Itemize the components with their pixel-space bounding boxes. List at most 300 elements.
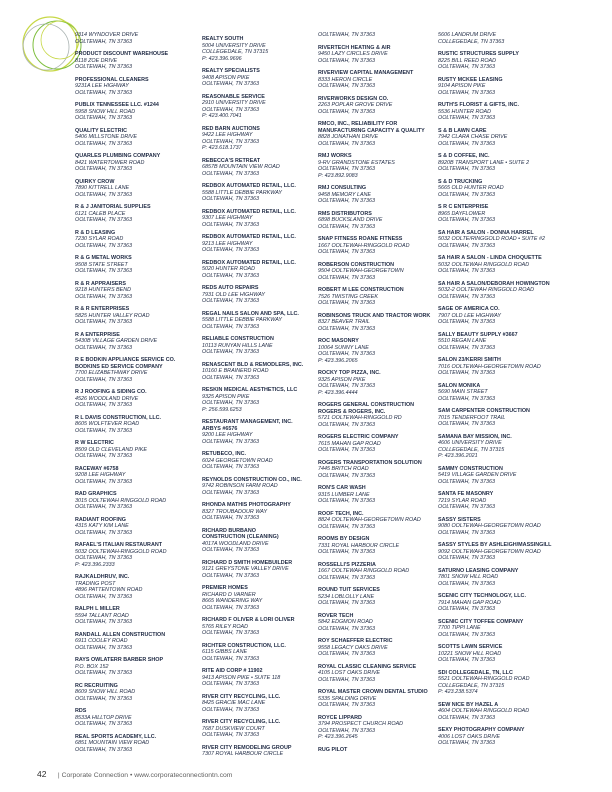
listing-address-line: OOLTEWAH, TN 37363: [75, 89, 133, 96]
listing-address-line: 10113 RUNYAN HILLS LANE: [202, 342, 273, 349]
listing-name: RC RECRUITING: [75, 682, 118, 689]
listing-entry: [202, 94, 316, 120]
listing-address-line: OOLTEWAH, TN 37363: [202, 349, 260, 355]
listing-name: R A ENTERPRISE: [75, 331, 120, 338]
listing-entry: [318, 287, 436, 307]
listing-entry: [438, 357, 556, 377]
listing-address-line: OOLTEWAH, TN 37363: [202, 196, 260, 202]
listing-address-line: 5765 RILEY ROAD: [202, 623, 249, 630]
listing-name: R & D LEASING: [75, 229, 116, 236]
listing-address-line: OOLTEWAH, TN 37363: [318, 198, 376, 204]
listing-address-line: OOLTEWAH, TN 37363: [318, 108, 376, 115]
listing-address-line: OOLTEWAH, TN 37363: [202, 604, 260, 611]
listing-address-line: OOLTEWAH, TN 37363: [75, 427, 133, 434]
listing-address-line: 2263 POPLAR GROVE DRIVE: [318, 102, 393, 108]
listing-name: RUTH'S FLORIST & GIFTS, INC.: [438, 102, 519, 108]
listing-address-line: OOLTEWAH, TN 37363: [318, 83, 376, 89]
listing-entry: [318, 236, 436, 256]
listing-name: RIVERTECH HEATING & AIR: [318, 44, 391, 51]
listing-name: R & R APPRAISERS: [75, 280, 127, 287]
listing-name: RMJ WORKS: [318, 153, 352, 159]
listing-name: QUALITY ELECTRIC: [75, 127, 128, 134]
listing-address-line: OOLTEWAH, TN 37363: [75, 191, 133, 198]
listing-address-line: 5234 LOBLOLLY LANE: [318, 593, 375, 600]
listing-name: SA HAIR A SALON/DEBORAH HOWINGTON: [438, 280, 550, 287]
listing-address-line: OOLTEWAH, TN 37363: [202, 547, 260, 553]
listing-entry: [202, 668, 316, 688]
page-number: 42: [37, 769, 47, 779]
listing-name: ROOF TECH, INC.: [318, 510, 364, 517]
listing-entry: [438, 204, 556, 224]
listing-name: RESTAURANT MANAGEMENT, INC.: [202, 419, 293, 425]
listing-address-line: OOLTEWAH, TN 37363: [75, 721, 133, 727]
listing-address-line: 6115 GIBBS LANE: [202, 649, 248, 655]
listing-address-line: 6851 MOUNTAIN VIEW ROAD: [75, 740, 150, 746]
listing-entry: [318, 715, 436, 741]
listing-name: ROBINSONS TRUCK AND TRACTOR WORK: [318, 312, 431, 319]
listing-address-line: 5510 REGAN LANE: [438, 338, 487, 344]
listing-address-line: OOLTEWAH, TN 37363: [438, 64, 496, 70]
listing-address-line: OOLTEWAH, TN 37363: [438, 580, 496, 587]
listing-entry: [202, 617, 316, 637]
listing-address-line: 8828 JONATHAN DRIVE: [318, 134, 379, 140]
listing-entry: [318, 613, 436, 633]
listing-address-line: OOLTEWAH, TN 37363: [202, 400, 260, 406]
directory-column-4: [438, 32, 556, 753]
listing-entry: [75, 440, 193, 460]
listing-address-line: OOLTEWAH, TN 37363: [75, 746, 133, 753]
listing-phone: P: 423.396.2645: [318, 734, 358, 740]
listing-address-line: OOLTEWAH, TN 37363: [438, 529, 496, 536]
listing-name: REAL SPORTS ACADEMY, LLC.: [75, 733, 157, 740]
listing-entry: [202, 126, 316, 152]
listing-address-line: OOLTEWAH, TN 37363: [438, 89, 496, 96]
listing-name: ROGERS TRANSPORTATION SOLUTION: [318, 459, 422, 466]
listing-address-line: OOLTEWAH, TN 37363: [75, 695, 133, 702]
listing-address-line: 8965 DAYFLOWER: [438, 210, 486, 217]
listing-phone: P: 423.238.5374: [438, 689, 478, 695]
listing-address-line: OOLTEWAH, TN 37363: [438, 370, 496, 376]
listing-name: REDBOX AUTOMATED RETAIL, LLC.: [202, 208, 296, 215]
listing-address-line: OOLTEWAH, TN 37363: [202, 170, 260, 177]
listing-address-line: 5430B VILLAGE GARDEN DRIVE: [75, 338, 158, 344]
listing-address-line: 4315 KATY KIM LANE: [75, 523, 129, 529]
listing-name: RMCO, INC., RELIABILITY FOR: [318, 121, 398, 127]
listing-entry: [438, 230, 556, 250]
listing-name: RAD GRAPHICS: [75, 491, 117, 497]
listing-entry: [202, 643, 316, 663]
listing-entry: [318, 313, 436, 333]
listing-address-line: OOLTEWAH, TN 37363: [438, 631, 496, 638]
listing-address-line: OOLTEWAH, TN 37363: [75, 593, 133, 600]
listing-address-line: OOLTEWAH, TN 37363: [318, 727, 376, 734]
listing-name: PRODUCT DISCOUNT WAREHOUSE: [75, 51, 169, 57]
listing-entry: [438, 434, 556, 460]
listing-address-line: OOLTEWAH, TN 37363: [318, 600, 376, 606]
listing-entry: [438, 255, 556, 275]
listing-address-line: OOLTEWAH, TN 37363: [318, 57, 376, 64]
listing-name: ARBYS #6576: [202, 425, 238, 432]
listing-address-line: OOLTEWAH, TN 37363: [318, 383, 376, 389]
listing-address-line: 7914 MAHAN GAP ROAD: [438, 599, 501, 606]
listing-address-line: 7331 ROYAL HARBOUR CIRCLE: [318, 542, 400, 549]
listing-name: REGAL NAILS SALON AND SPA, LLC.: [202, 310, 299, 317]
listing-address-line: 7219 SYLAR ROAD: [438, 497, 487, 504]
listing-entry: [318, 664, 436, 684]
listing-name: REASONABLE SERVICE: [202, 93, 265, 100]
listing-address-line: 9504 OOLTEWAH-GEORGETOWN: [318, 268, 404, 274]
listing-entry: [318, 211, 436, 231]
listing-name: CONSTRUCTION (CLEANING): [202, 534, 279, 540]
listing-name: SALON 23/KERRI SMITH: [438, 357, 501, 363]
listing-name: S & B LAWN CARE: [438, 127, 487, 134]
listing-address-line: OOLTEWAH, TN 37363: [75, 166, 133, 172]
listing-address-line: OOLTEWAH, TN 37363: [75, 504, 133, 510]
listing-address-line: OOLTEWAH, TN 37363: [318, 676, 376, 683]
listing-name: RACEWAY #6758: [75, 465, 119, 472]
listing-address-line: OOLTEWAH, TN 37363: [438, 421, 496, 427]
listing-entry: [318, 96, 436, 116]
listing-entry: [75, 230, 193, 250]
listing-name: RMJ CONSULTING: [318, 185, 367, 191]
listing-address-line: OOLTEWAH, TN 37363: [318, 249, 376, 255]
listing-address-line: 9-RV GRANDSTONE ESTATES: [318, 159, 395, 166]
listing-address-line: OOLTEWAH, TN 37363: [438, 606, 496, 612]
listing-address-line: 9314 WYNDOVER DRIVE: [75, 32, 139, 38]
listing-address-line: 9742 ROBINSON FARM ROAD: [202, 483, 278, 489]
listing-address-line: OOLTEWAH, TN 37363: [75, 268, 133, 274]
listing-address-line: OOLTEWAH, TN 37363: [438, 395, 496, 402]
listing-name: RIVERVIEW CAPITAL MANAGEMENT: [318, 70, 414, 76]
listing-address-line: 7307 ROYAL HARBOUR CIRCLE: [202, 751, 284, 757]
listing-address-line: 7801 SNOW HILL ROAD: [438, 574, 499, 580]
listing-entry: [202, 560, 316, 580]
listing-address-line: 6857B MOUNTAIN VIEW ROAD: [202, 164, 280, 170]
listing-name: RIVER CITY REMODELING GROUP: [202, 744, 292, 751]
listing-name: S & D TRUCKING: [438, 178, 483, 185]
listing-address-line: OOLTEWAH, TN 37363: [75, 64, 133, 70]
listing-address-line: RICHARD D VARNER: [202, 591, 256, 598]
listing-entry: [202, 719, 316, 739]
listing-address-line: 9325 APISON PIKE: [202, 393, 250, 400]
listing-address-line: OOLTEWAH, TN 37363: [318, 523, 376, 530]
listing-name: RICHARD BURBANO: [202, 527, 256, 534]
listing-name: PREMIER HOMES: [202, 585, 248, 591]
listing-entry: [202, 477, 316, 497]
listing-address-line: 10221 SNOW HILL ROAD: [438, 650, 502, 657]
listing-name: RUSTY MCKEE LEASING: [438, 76, 503, 83]
listing-entry: [438, 408, 556, 428]
listing-entry: [75, 306, 193, 326]
listing-entry: [75, 102, 193, 122]
listing-name: ROYAL MASTER CROWN DENTAL STUDIO: [318, 689, 428, 695]
listing-address-line: 2910 UNIVERSITY DRIVE: [202, 100, 266, 106]
listing-name: SNAP FITNESS ROANE FITNESS: [318, 236, 403, 242]
listing-name: SANTA FE MASONRY: [438, 491, 494, 497]
listing-address-line: 8333 HERON CIRCLE: [318, 76, 373, 83]
listing-address-line: OOLTEWAH, TN 37363: [202, 374, 260, 381]
listing-address-line: 8421 WATERTOWER ROAD: [75, 159, 145, 166]
listing-address-line: OOLTEWAH, TN 37363: [202, 106, 260, 113]
listing-name: R L DAVIS CONSTRUCTION, LLC.: [75, 414, 162, 421]
listing-phone: P: 423.892.9083: [318, 172, 358, 179]
listing-entry: [438, 306, 556, 326]
listing-entry: [202, 36, 316, 62]
listing-name: R & G METAL WORKS: [75, 255, 132, 261]
listing-name: SALON MONIKA: [438, 382, 481, 389]
listing-address-line: 7015 TENDERFOOT TRAIL: [438, 414, 506, 421]
listing-name: RETUBECO, INC.: [202, 451, 247, 457]
listing-entry: [75, 204, 193, 224]
listing-name: RANDALL ALLEN CONSTRUCTION: [75, 631, 166, 638]
listing-entry: [202, 502, 316, 522]
listing-address-line: 7931 OLD LEE HIGHWAY: [202, 291, 266, 298]
listing-entry: [318, 402, 436, 428]
listing-entry: [202, 451, 316, 471]
listing-entry: [202, 285, 316, 305]
listing-address-line: 7700 TIPPI LANE: [438, 625, 481, 631]
listing-address-line: OOLTEWAH, TN 37363: [202, 323, 260, 330]
listing-address-line: OOLTEWAH, TN 37363: [75, 644, 133, 651]
listing-name: ROCKY TOP PIZZA, INC.: [318, 370, 381, 376]
listing-entry: [318, 121, 436, 147]
listing-name: ROGERS ELECTRIC COMPANY: [318, 434, 399, 440]
listing-entry: [438, 517, 556, 537]
listing-name: QUARLES PLUMBING COMPANY: [75, 153, 161, 159]
listing-entry: [202, 234, 316, 254]
listing-entry: [438, 51, 556, 71]
listing-name: SAMANA BAY MISSION, INC.: [438, 433, 512, 440]
listing-name: RON'S CAR WASH: [318, 485, 366, 491]
listing-address-line: OOLTEWAH, TN 37363: [438, 217, 496, 223]
listing-name: MANUFACTURING CAPACITY & QUALITY: [318, 127, 425, 134]
listing-entry: [438, 619, 556, 639]
listing-address-line: OOLTEWAH, TN 37363: [202, 515, 260, 521]
listing-name: ROOMS BY DESIGN: [318, 536, 370, 542]
listing-address-line: COLLEGEDALE, TN 37315: [202, 49, 269, 55]
listing-entry: [202, 336, 316, 356]
listing-entry: [75, 734, 193, 754]
listing-entry: [75, 153, 193, 173]
listing-entry: [438, 32, 556, 45]
listing-entry: [438, 670, 556, 696]
listing-name: SCENIC CITY TOFFEE COMPANY: [438, 618, 524, 625]
listing-entry: [318, 45, 436, 65]
listing-address-line: 5825 HUNTER VALLEY ROAD: [75, 312, 150, 319]
listing-name: REALTY SOUTH: [202, 36, 244, 42]
listing-entry: [438, 568, 556, 588]
listing-entry: [202, 694, 316, 714]
listing-address-line: 9121 GREYSTONE VALLEY DRIVE: [202, 566, 289, 572]
listing-address-line: 9458 MEMORY LANE: [318, 191, 372, 198]
listing-name: RICHTER CONSTRUCTION, LLC.: [202, 642, 286, 649]
listing-address-line: OOLTEWAH, TN 37363: [438, 115, 496, 121]
listing-address-line: 8425 GRACIE MAC LANE: [202, 700, 266, 706]
listing-address-line: 8665 WANDERING WAY: [202, 598, 263, 604]
listing-address-line: OOLTEWAH, TN 37363: [318, 549, 376, 555]
listing-address-line: OOLTEWAH, TN 37363: [318, 32, 376, 38]
listing-address-line: 9307 LEE HIGHWAY: [202, 215, 253, 221]
listing-address-line: 5842 EDGMON ROAD: [318, 619, 373, 625]
listing-name: SDI COLLEGEDALE, TN, LLC: [438, 669, 513, 676]
listing-address-line: OOLTEWAH, TN 37363: [318, 140, 376, 147]
listing-address-line: 4105 LOST OAKS DRIVE: [318, 670, 381, 676]
listing-phone: P: 423.396.9696: [202, 55, 242, 62]
listing-address-line: OOLTEWAH, TN 37363: [438, 740, 496, 746]
listing-address-line: OOLTEWAH, TN 37363: [202, 298, 260, 304]
listing-entry: [318, 460, 436, 480]
listing-address-line: 4606 UNIVERSITY DRIVE: [438, 440, 502, 446]
listing-entry: [318, 511, 436, 531]
listing-entry: [438, 281, 556, 301]
listing-address-line: 8327 TROUBADOUR WAY: [202, 508, 268, 515]
listing-name: RADIANT ROOFING: [75, 516, 126, 523]
listing-name: SEXY PHOTOGRAPHY COMPANY: [438, 727, 525, 733]
listing-name: RICHARD D SMITH HOMEBUILDER: [202, 559, 293, 566]
listing-name: SAGE OF AMERICA CO.: [438, 306, 500, 312]
listing-address-line: 5665 OLD HUNTER ROAD: [438, 185, 504, 191]
listing-address-line: 5594 TALLANT ROAD: [75, 612, 129, 619]
listing-address-line: OOLTEWAH, TN 37363: [75, 453, 133, 459]
listing-address-line: OOLTEWAH, TN 37363: [202, 138, 260, 145]
listing-phone: P: 423.396.2065: [318, 357, 358, 364]
listing-address-line: 5335 SPALDING DRIVE: [318, 695, 377, 702]
listing-entry: [75, 332, 193, 352]
listing-address-line: 5032 OOLTEWAH RINGGOLD ROAD: [438, 261, 530, 268]
listing-address-line: 1667 OOLTEWAH RINGGOLD ROAD: [318, 568, 410, 574]
listing-name: RDS: [75, 708, 87, 714]
listing-address-line: OOLTEWAH, TN 37363: [75, 293, 133, 300]
listing-entry: [438, 77, 556, 97]
listing-entry: [438, 102, 556, 122]
listing-address-line: 6121 CALEB PLACE: [75, 210, 126, 217]
listing-address-line: 9315 LUMBER LANE: [318, 491, 370, 498]
listing-name: ROBERT M LEE CONSTRUCTION: [318, 287, 404, 293]
listing-name: RIVER CITY RECYCLING, LLC.: [202, 719, 281, 725]
listing-phone: P: 423.396.2021: [438, 453, 478, 459]
listing-entry: [75, 415, 193, 435]
listing-address-line: 7687 DUSKVIEW COURT: [202, 725, 265, 732]
listing-entry: [438, 644, 556, 664]
listing-entry: [318, 262, 436, 282]
listing-name: REALTY SPECIALISTS: [202, 68, 260, 74]
listing-name: R & R ENTERPRISES: [75, 306, 130, 312]
listing-name: SASSY SISTERS: [438, 516, 481, 523]
listing-entry: [75, 683, 193, 703]
listing-address-line: OOLTEWAH, TN 37363: [75, 619, 133, 625]
listing-name: PROFESSIONAL CLEANERS: [75, 76, 149, 83]
listing-address-line: 8605 WOLFTEVER ROAD: [75, 421, 140, 427]
listing-name: RIVERWORKS DESIGN CO.: [318, 95, 389, 102]
listing-entry: [318, 485, 436, 505]
listing-address-line: COLLEGEDALE, TN 37363: [438, 38, 505, 45]
listing-phone: P: 256.599.6253: [202, 406, 242, 413]
listing-address-line: 1667 OOLTEWAH-RINGGOLD ROAD: [318, 242, 410, 249]
listing-address-line: 9413 APISON PIKE • SUITE 118: [202, 674, 281, 681]
ring-gray: [23, 24, 69, 70]
listing-address-line: 5020 HUNTER ROAD: [202, 266, 256, 272]
listing-entry: [75, 491, 193, 511]
listing-address-line: 5958 SNOW HILL ROAD: [75, 108, 136, 115]
listing-entry: [318, 638, 436, 658]
listing-entry: [202, 387, 316, 413]
listing-entry: [438, 332, 556, 352]
listing-name: ROGERS & ROGERS, INC.: [318, 408, 386, 415]
listing-name: REDBOX AUTOMATED RETAIL, LLC.: [202, 234, 296, 240]
listing-entry: [438, 542, 556, 562]
listing-entry: [318, 747, 436, 754]
listing-address-line: OOLTEWAH, TN 37363: [438, 268, 496, 274]
listing-address-line: 6898 BUCKSLAND DRIVE: [318, 217, 383, 223]
listing-address-line: 8118 ZOE DRIVE: [75, 57, 118, 64]
directory-column-2: [202, 36, 316, 764]
listing-address-line: 7615 MAHAN GAP ROAD: [318, 440, 381, 447]
listing-address-line: OOLTEWAH, TN 37363: [75, 38, 133, 45]
listing-address-line: 5606 LANDRUM DRIVE: [438, 32, 497, 38]
listing-address-line: OOLTEWAH, TN 37363: [75, 319, 133, 325]
listing-address-line: 7526 TWISTING CREEK: [318, 293, 378, 300]
listing-name: REDS AUTO REPAIRS: [202, 285, 259, 291]
listing-address-line: 9213 LEE HIGHWAY: [202, 240, 253, 247]
listing-entry: [202, 260, 316, 280]
listing-entry: [318, 153, 436, 179]
listing-entry: [318, 434, 436, 454]
listing-address-line: 4017A WOODLAND DRIVE: [202, 540, 269, 547]
listing-address-line: 5521 OOLTEWAH-RINGGOLD ROAD: [438, 676, 530, 682]
listing-entry: [202, 311, 316, 331]
listing-address-line: 6911 COOLEY ROAD: [75, 638, 128, 644]
listing-address-line: 4006 LOST OAKS DRIVE: [438, 733, 501, 740]
listing-entry: [75, 179, 193, 199]
listing-name: S R C ENTERPRISE: [438, 204, 489, 210]
listing-address-line: OOLTEWAH, TN 37363: [318, 421, 376, 428]
listing-address-line: COLLEGEDALE, TN 37315: [438, 682, 505, 689]
listing-name: RED BARN AUCTIONS: [202, 125, 260, 132]
listing-address-line: 9218 HUNTERS BEND: [75, 287, 132, 293]
listing-entry: [438, 727, 556, 747]
ring-green: [33, 21, 81, 69]
listing-address-line: 8533A HILLTOP DRIVE: [75, 714, 132, 721]
listing-address-line: TRADING POST: [75, 580, 116, 587]
listing-address-line: 4896 PATTENTOWN ROAD: [75, 587, 143, 593]
listing-entry: [438, 128, 556, 148]
listing-address-line: OOLTEWAH, TN 37363: [202, 572, 260, 579]
listing-address-line: 9450 LAZY CIRCLES DRIVE: [318, 51, 388, 57]
listing-address-line: 3015 OOLTEWAH RINGGOLD ROAD: [75, 497, 167, 504]
listing-address-line: OOLTEWAH, TN 37363: [202, 630, 260, 636]
listing-entry: [75, 542, 193, 568]
listing-name: S & D COFFEE, INC.: [438, 153, 490, 159]
listing-address-line: OOLTEWAH, TN 37363: [202, 706, 260, 713]
listing-name: QUIRKY CROW: [75, 178, 115, 185]
listing-address-line: OOLTEWAH, TN 37363: [438, 191, 496, 198]
listing-address-line: 9080 OOLTEWAH-GEORGETOWN ROAD: [438, 523, 541, 529]
listing-address-line: OOLTEWAH, TN 37363: [318, 274, 376, 281]
listing-entry: [75, 389, 193, 409]
listing-phone: P: 423.396.4444: [318, 389, 358, 396]
listing-name: RUG PILOT: [318, 746, 348, 753]
listing-address-line: OOLTEWAH, TN 37363: [318, 702, 376, 708]
listing-name: SAMMY CONSTRUCTION: [438, 465, 503, 472]
listing-address-line: OOLTEWAH, TN 37363: [438, 657, 496, 663]
listing-entry: [75, 128, 193, 148]
listing-address-line: COLLEGEDALE, TN 37315: [438, 446, 505, 453]
listing-address-line: 5406 MILLSTONE DRIVE: [75, 134, 137, 140]
listing-address-line: OOLTEWAH, TN 37363: [438, 242, 496, 249]
listing-address-line: OOLTEWAH, TN 37363: [75, 402, 133, 408]
listing-address-line: 10160 E BRAINERD ROAD: [202, 368, 269, 374]
listing-address-line: OOLTEWAH, TN 37363: [202, 655, 260, 662]
